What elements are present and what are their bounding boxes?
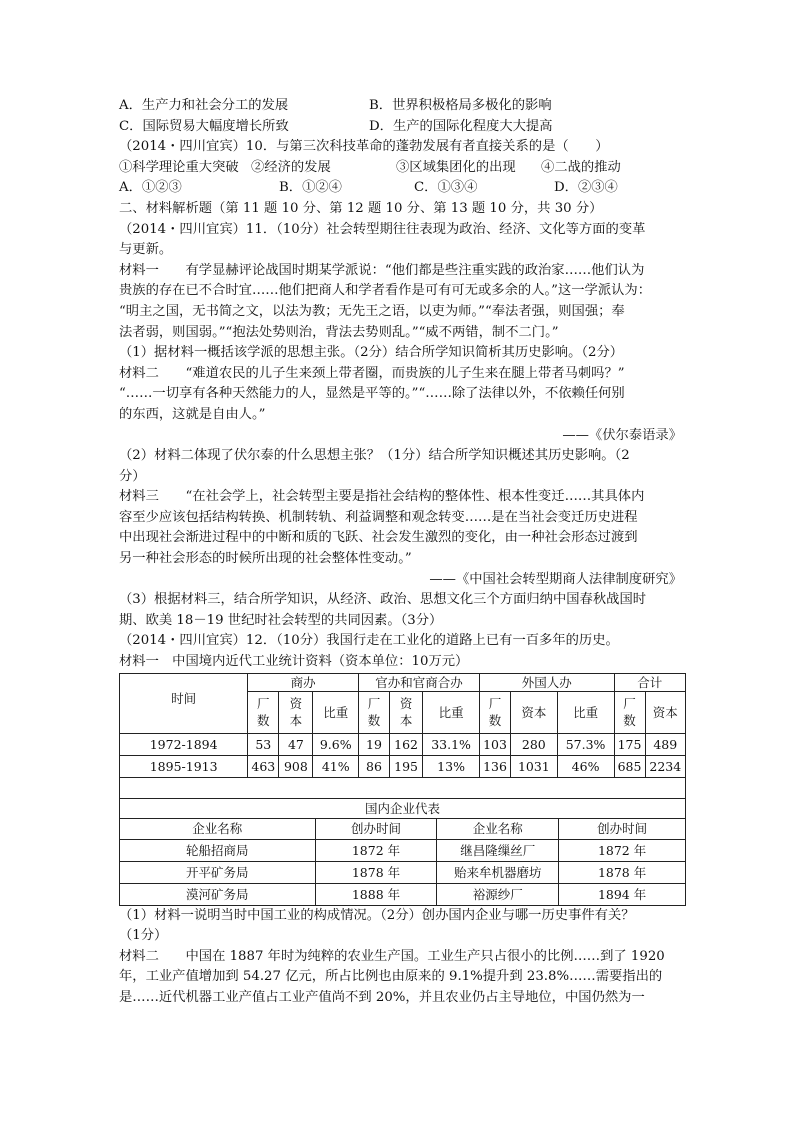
q11-stem-line-1: （2014・四川宜宾）11．（10分）社会转型期往往表现为政治、经济、文化等方面的变革 [119,221,646,237]
q11-material1-line-1: 材料一 有学显赫评论战国时期某学派说：“他们都是些注重实践的政治家……他们认为 [119,262,645,278]
q11-question-3-line-1: （3）根据材料三，结合所学知识，从经济、政治、思想文化三个方面归纳中国春秋战国时 [119,592,647,608]
q11-material3-source: ——《中国社会转型期商人法律制度研究》 [429,571,682,587]
enterprise-name: 继昌隆缫丝厂 [437,839,559,861]
q11-material1-line-2: 贵族的存在已不合时宜……他们把商人和学者看作是可有可无或多余的人。”这一学派认为： [119,283,652,299]
table-row [120,861,686,883]
q11-material2-source: ——《伏尔泰语录》 [562,427,682,443]
q10-option-c: C．①③④ [414,180,478,196]
sub-header-capital: 资本 [390,691,423,733]
group-header-official: 官办和官商合办 [358,673,479,691]
q12-question-1-line-1: （1）材料一说明当时中国工业的构成情况。（2分）创办国内企业与哪一历史事件有关？ [119,907,635,923]
group-header-total: 合计 [614,673,685,691]
cell: 175 [614,733,645,755]
founded-time: 1888 年 [315,883,437,905]
sub-header-factory: 厂数 [358,691,389,733]
q10-item-2: ②经济的发展 [251,159,331,175]
q9-option-d: D．生产的国际化程度大大提高 [369,118,553,134]
q9-option-b: B．世界积极格局多极化的影响 [369,98,552,113]
q9-option-a: A．生产力和社会分工的发展 [119,98,289,113]
q10-option-a: A．①②③ [119,180,182,196]
q11-material3-line-3: 中出现社会渐进过程中的中断和质的飞跃、社会发生激烈的变化，由一种社会形态过渡到 [119,530,638,546]
cell: 47 [279,733,313,755]
enterprise-name: 轮船招商局 [120,839,316,861]
enterprise-name: 漠河矿务局 [120,883,316,905]
q11-material1-line-3: “明主之国，无书简之文，以法为教；无先王之语，以吏为师。”“奉法者强，则国强；奉 [119,303,625,319]
q12-material1-title: 材料一 中国境内近代工业统计资料（资本单位：10万元） [119,654,469,670]
q11-material3-line-2: 容至少应该包括结构转换、机制转轨、利益调整和观念转变……是在当社会变迁历史进程 [119,509,638,525]
sub-header-ratio: 比重 [313,691,359,733]
q12-material2-line-3: 是……近代机器工业产值占工业产值尚不到 20%，并且农业仍占主导地位，中国仍然为一 [119,990,645,1005]
header-founded-time: 创办时间 [559,818,686,839]
q11-material1-line-4: 法者弱，则国弱。”“抱法处势则治，背法去势则乱。”“威不两错，制不二门。” [119,324,559,340]
cell: 685 [614,755,645,777]
cell: 46% [557,755,614,777]
sub-header-ratio: 比重 [423,691,480,733]
cell: 908 [279,755,313,777]
section-heading: 二、材料解析题（第 11 题 10 分、第 12 题 10 分、第 13 题 10 分，共 30 分） [119,200,603,216]
q10-item-1: ①科学理论重大突破 [119,159,239,175]
header-enterprise-name: 企业名称 [437,818,559,839]
founded-time: 1894 年 [559,883,686,905]
q11-stem-line-2: 与更新。 [119,242,173,258]
q11-material2-line-2: “……一切享有各种天然能力的人，显然是平等的。”“……除了法律以外，不依赖任何别 [119,386,625,402]
founded-time: 1878 年 [559,861,686,883]
q10-options [119,178,682,199]
q10-item-4: ④二战的推动 [541,159,621,175]
cell: 280 [511,733,558,755]
q11-material2-line-1: 材料二 “难道农民的儿子生来颈上带者圈，而贵族的儿子生来在腿上带者马刺吗？” [119,365,625,381]
cell: 103 [480,733,511,755]
cell: 2234 [645,755,685,777]
group-header-foreign: 外国人办 [480,673,615,691]
time-header: 时间 [120,673,248,733]
sub-header-factory: 厂数 [614,691,645,733]
domestic-enterprises-table [119,798,686,906]
cell: 33.1% [423,733,480,755]
header-enterprise-name: 企业名称 [120,818,316,839]
table-row [120,733,686,755]
cell: 53 [248,733,279,755]
q10-items [119,158,682,179]
q12-material2-line-1: 材料二 中国在 1887 年时为纯粹的农业生产国。工业生产只占很小的比例……到了 1920 [119,948,665,964]
cell: 9.6% [313,733,359,755]
enterprise-name: 贻来牟机器磨坊 [437,861,559,883]
spacer-cell [120,777,686,798]
group-header-merchant: 商办 [248,673,359,691]
cell: 41% [313,755,359,777]
q10-stem: （2014・四川宜宾）10．与第三次科技革命的蓬勃发展有者直接关系的是（ ） [119,139,609,155]
cell: 86 [358,755,389,777]
cell: 195 [390,755,423,777]
q11-question-1: （1）据材料一概括该学派的思想主张。（2分）结合所学知识简析其历史影响。（2分） [119,345,624,361]
sub-header-factory: 厂数 [248,691,279,733]
sub-header-capital: 资本 [645,691,685,733]
q12-stem: （2014・四川宜宾）12．（10分）我国行走在工业化的道路上已有一百多年的历史。 [119,633,619,649]
q9-options-row-1 [119,96,682,117]
q11-material3-line-4: 另一种社会形态的时候所出现的社会整体性变动。” [119,551,412,567]
q9-options-row-2 [119,117,682,138]
founded-time: 1872 年 [315,839,437,861]
row-time: 1972-1894 [120,733,248,755]
table-row [120,755,686,777]
cell: 489 [645,733,685,755]
sub-header-factory: 厂数 [480,691,511,733]
sub-header-capital: 资本 [279,691,313,733]
q11-question-2-line-2: 分） [119,468,146,484]
header-founded-time: 创办时间 [315,818,437,839]
enterprise-name: 裕源纱厂 [437,883,559,905]
table-row [120,883,686,905]
founded-time: 1872 年 [559,839,686,861]
q11-material2-line-3: 的东西，这就是自由人。” [119,406,266,422]
q10-option-b: B．①②④ [279,180,342,196]
sub-header-ratio: 比重 [557,691,614,733]
q12-question-1-line-2: （1分） [119,928,168,944]
cell: 162 [390,733,423,755]
q10-item-3: ③区域集团化的出现 [396,159,516,175]
q9-option-c: C．国际贸易大幅度增长所致 [119,118,289,134]
q12-material2-line-2: 年，工业产值增加到 54.27 亿元，所占比例也由原来的 9.1%提升到 23.8%……需要指出的 [119,969,663,985]
cell: 13% [423,755,480,777]
table-row [120,839,686,861]
q11-material3-line-1: 材料三 “在社会学上，社会转型主要是指社会结构的整体性、根本性变迁……其具体内 [119,489,645,505]
cell: 57.3% [557,733,614,755]
exam-page [119,96,682,1009]
q11-question-3-line-2: 期、欧美 18－19 世纪时社会转型的共同因素。（3分） [119,612,443,628]
q11-question-2-line-1: （2）材料二体现了伏尔泰的什么思想主张？（1分）结合所学知识概述其历史影响。（2 [119,448,630,464]
row-time: 1895-1913 [120,755,248,777]
sub-header-capital: 资本 [511,691,558,733]
cell: 1031 [511,755,558,777]
enterprises-table-title: 国内企业代表 [120,798,686,818]
founded-time: 1878 年 [315,861,437,883]
industry-statistics-table [119,673,686,799]
q10-option-d: D．②③④ [554,180,618,196]
table-spacer-row [120,777,686,798]
cell: 19 [358,733,389,755]
cell: 136 [480,755,511,777]
cell: 463 [248,755,279,777]
enterprise-name: 开平矿务局 [120,861,316,883]
